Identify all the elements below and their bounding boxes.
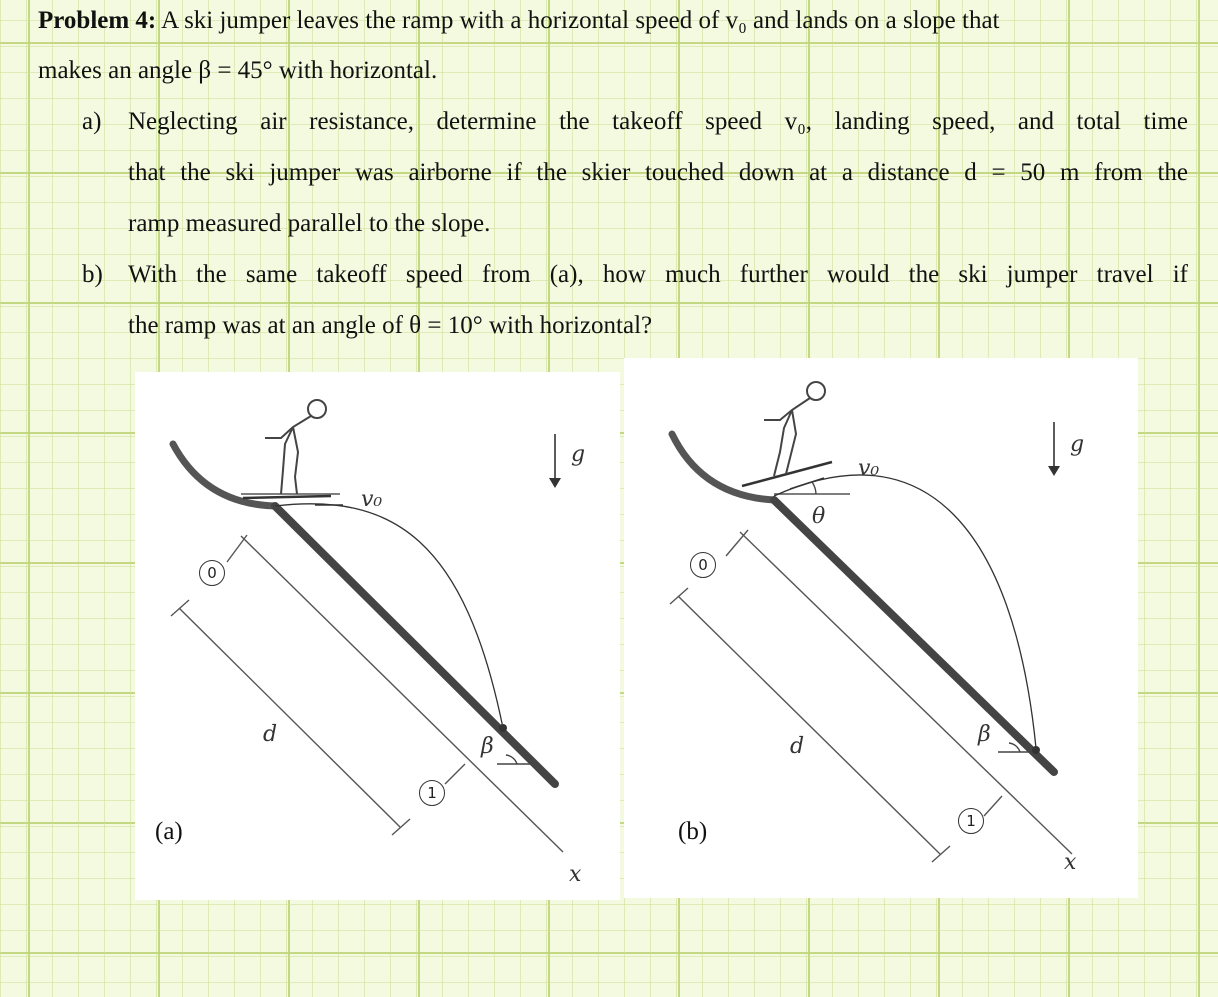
point1-leader xyxy=(445,764,465,784)
beta-arc xyxy=(1009,743,1020,752)
point-1-marker: 1 xyxy=(958,808,984,834)
d-label: d xyxy=(790,734,805,759)
dimension-tick-top xyxy=(171,600,189,616)
x-axis-label: x xyxy=(569,862,582,887)
v0-label: v₀ xyxy=(858,456,880,481)
figure-a-drawing xyxy=(135,372,620,900)
landing-point xyxy=(1032,746,1040,754)
point-1-marker: 1 xyxy=(419,780,445,806)
gravity-arrowhead xyxy=(549,478,561,488)
x-axis-label: x xyxy=(1064,850,1077,875)
ski-jumper-figure xyxy=(265,400,326,494)
dimension-tick-top xyxy=(670,588,688,604)
problem-text-2: makes an angle β = 45° with horizontal. xyxy=(38,57,438,84)
beta-arc xyxy=(506,755,517,764)
part-a-text-3: ramp measured parallel to the slope. xyxy=(128,210,491,237)
g-label: g xyxy=(571,442,586,467)
theta-arc xyxy=(812,482,816,494)
beta-label: β xyxy=(481,734,494,759)
problem-title: Problem 4: xyxy=(38,7,157,34)
part-a-text-1: Neglecting air resistance, determine the takeoff speed v₀, landing speed, and total time xyxy=(128,108,1188,135)
ramp-curve xyxy=(672,434,774,500)
ski-jumper-figure xyxy=(764,382,825,476)
point1-leader xyxy=(984,796,1002,816)
landing-point xyxy=(499,724,507,732)
part-b-text-1: With the same takeoff speed from (a), how much further would the ski jumper travel if xyxy=(128,261,1188,288)
point-0-marker: 0 xyxy=(690,552,716,578)
figure-a xyxy=(135,372,620,900)
figure-b-caption: (b) xyxy=(678,818,708,845)
slope-line xyxy=(275,506,555,784)
theta-label: θ xyxy=(812,504,826,529)
point-0-marker: 0 xyxy=(199,560,225,586)
part-a-text-2: that the ski jumper was airborne if the skier touched down at a distance d = 50 m from the xyxy=(128,159,1188,186)
v0-arrow xyxy=(790,478,824,489)
v0-label: v₀ xyxy=(361,487,383,512)
point0-leader xyxy=(726,530,748,556)
beta-label: β xyxy=(978,722,991,747)
point0-leader xyxy=(227,535,247,562)
x-axis-line xyxy=(740,532,1072,854)
part-b-label: b) xyxy=(82,261,103,288)
figure-b xyxy=(624,358,1138,898)
x-axis-line xyxy=(241,536,563,852)
figure-b-drawing xyxy=(624,358,1138,898)
g-label: g xyxy=(1070,432,1085,457)
problem-line-1 xyxy=(38,6,1000,36)
dimension-line-d xyxy=(179,608,400,827)
part-a-label: a) xyxy=(82,108,102,135)
problem-text-1: A ski jumper leaves the ramp with a horizontal speed of v₀ and lands on a slope that xyxy=(161,7,1000,34)
figure-a-caption: (a) xyxy=(155,818,183,845)
ski xyxy=(243,496,331,498)
d-label: d xyxy=(263,722,278,747)
part-b-text-2: the ramp was at an angle of θ = 10° with horizontal? xyxy=(128,312,653,339)
dimension-line-d xyxy=(678,596,940,854)
gravity-arrowhead xyxy=(1048,466,1060,476)
